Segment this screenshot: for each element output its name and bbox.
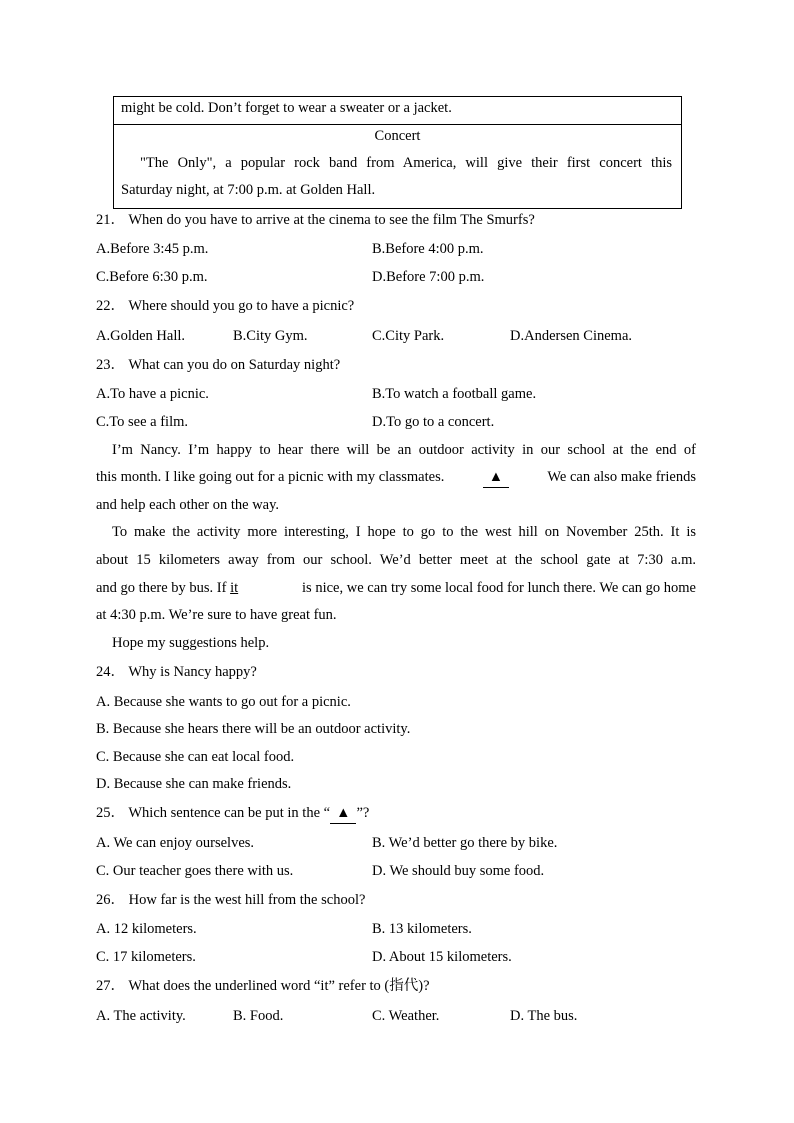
question-23-option-c: C.To see a film.: [96, 414, 189, 430]
passage-p2-line-2: about 15 kilometers away from our school. We’d better meet at the school gate at 7:30 a.m.: [96, 552, 696, 568]
notice-row-weather: [114, 97, 681, 125]
question-26-option-b: B. 13 kilometers.: [372, 921, 472, 937]
question-23-option-b: B.To watch a football game.: [372, 386, 537, 402]
question-22-stem: 22． Where should you go to have a picnic?: [96, 298, 355, 314]
question-27-option-a: A. The activity.: [96, 1008, 186, 1024]
question-25-blank-triangle: ▲: [330, 803, 356, 824]
question-25-option-c: C. Our teacher goes there with us.: [96, 863, 294, 879]
question-24-option-a: A. Because she wants to go out for a picnic.: [96, 694, 351, 710]
question-22-option-a: A.Golden Hall.: [96, 328, 185, 344]
passage-p2-line-1: To make the activity more interesting, I hope to go to the west hill on November 25th. It is: [112, 524, 696, 540]
question-23-option-a: A.To have a picnic.: [96, 386, 209, 402]
question-22-option-b: B.City Gym.: [233, 328, 308, 344]
passage-p3: Hope my suggestions help.: [112, 635, 270, 651]
question-25-option-a: A. We can enjoy ourselves.: [96, 835, 255, 851]
passage-p2-line-4: at 4:30 p.m. We’re sure to have great fun.: [96, 607, 337, 623]
concert-title: Concert: [374, 128, 421, 144]
question-24-option-d: D. Because she can make friends.: [96, 776, 292, 792]
question-22-option-c: C.City Park.: [372, 328, 445, 344]
question-21-stem: 21． When do you have to arrive at the cinema to see the film The Smurfs?: [96, 212, 535, 228]
question-24-option-b: B. Because she hears there will be an outdoor activity.: [96, 721, 411, 737]
question-23-stem: 23． What can you do on Saturday night?: [96, 357, 341, 373]
passage-p2-line-3-lead: and go there by bus. If: [96, 580, 227, 596]
question-21-option-b: B.Before 4:00 p.m.: [372, 241, 484, 257]
passage-p2-line-3: [96, 578, 696, 598]
passage-p1-line-1: I’m Nancy. I’m happy to hear there will be an outdoor activity in our school at the end of: [112, 442, 696, 458]
passage-p2-line-3-start: [96, 578, 238, 598]
concert-line-2: Saturday night, at 7:00 p.m. at Golden Hall.: [121, 182, 376, 198]
question-26-option-d: D. About 15 kilometers.: [372, 949, 512, 965]
question-24-stem: 24． Why is Nancy happy?: [96, 664, 257, 680]
passage-p1-line-3: and help each other on the way.: [96, 497, 280, 513]
passage-p1-line-2-end: We can also make friends: [547, 469, 696, 485]
question-26-option-c: C. 17 kilometers.: [96, 949, 196, 965]
question-21-option-c: C.Before 6:30 p.m.: [96, 269, 208, 285]
question-27-option-d: D. The bus.: [510, 1008, 578, 1024]
question-27-option-c: C. Weather.: [372, 1008, 440, 1024]
question-21-option-a: A.Before 3:45 p.m.: [96, 241, 209, 257]
passage-p1-line-2: [96, 467, 696, 488]
question-25-option-b: B. We’d better go there by bike.: [372, 835, 558, 851]
passage-blank-triangle: ▲: [483, 467, 509, 488]
question-25-stem-start: 25． Which sentence can be put in the “: [96, 805, 331, 821]
question-23-option-d: D.To go to a concert.: [372, 414, 495, 430]
question-26-option-a: A. 12 kilometers.: [96, 921, 197, 937]
notice-box: [113, 96, 682, 209]
notice-prev-line: might be cold. Don’t forget to wear a sweater or a jacket.: [121, 100, 452, 116]
question-22-option-d: D.Andersen Cinema.: [510, 328, 633, 344]
question-26-stem: 26． How far is the west hill from the school?: [96, 892, 366, 908]
passage-p2-line-3-end: is nice, we can try some local food for lunch there. We can go home: [302, 580, 696, 596]
underlined-word-it: it: [230, 580, 239, 596]
question-21-option-d: D.Before 7:00 p.m.: [372, 269, 485, 285]
question-25-option-d: D. We should buy some food.: [372, 863, 545, 879]
question-24-option-c: C. Because she can eat local food.: [96, 749, 295, 765]
passage-p1-line-2-start: this month. I like going out for a picnic with my classmates.: [96, 469, 445, 485]
question-27-option-b: B. Food.: [233, 1008, 284, 1024]
question-25-stem-end: ”?: [356, 805, 370, 821]
concert-line-1: "The Only", a popular rock band from America, will give their first concert this: [140, 155, 672, 171]
question-27-stem: 27． What does the underlined word “it” refer to (指代)?: [96, 978, 430, 994]
question-25-stem: [96, 803, 369, 824]
